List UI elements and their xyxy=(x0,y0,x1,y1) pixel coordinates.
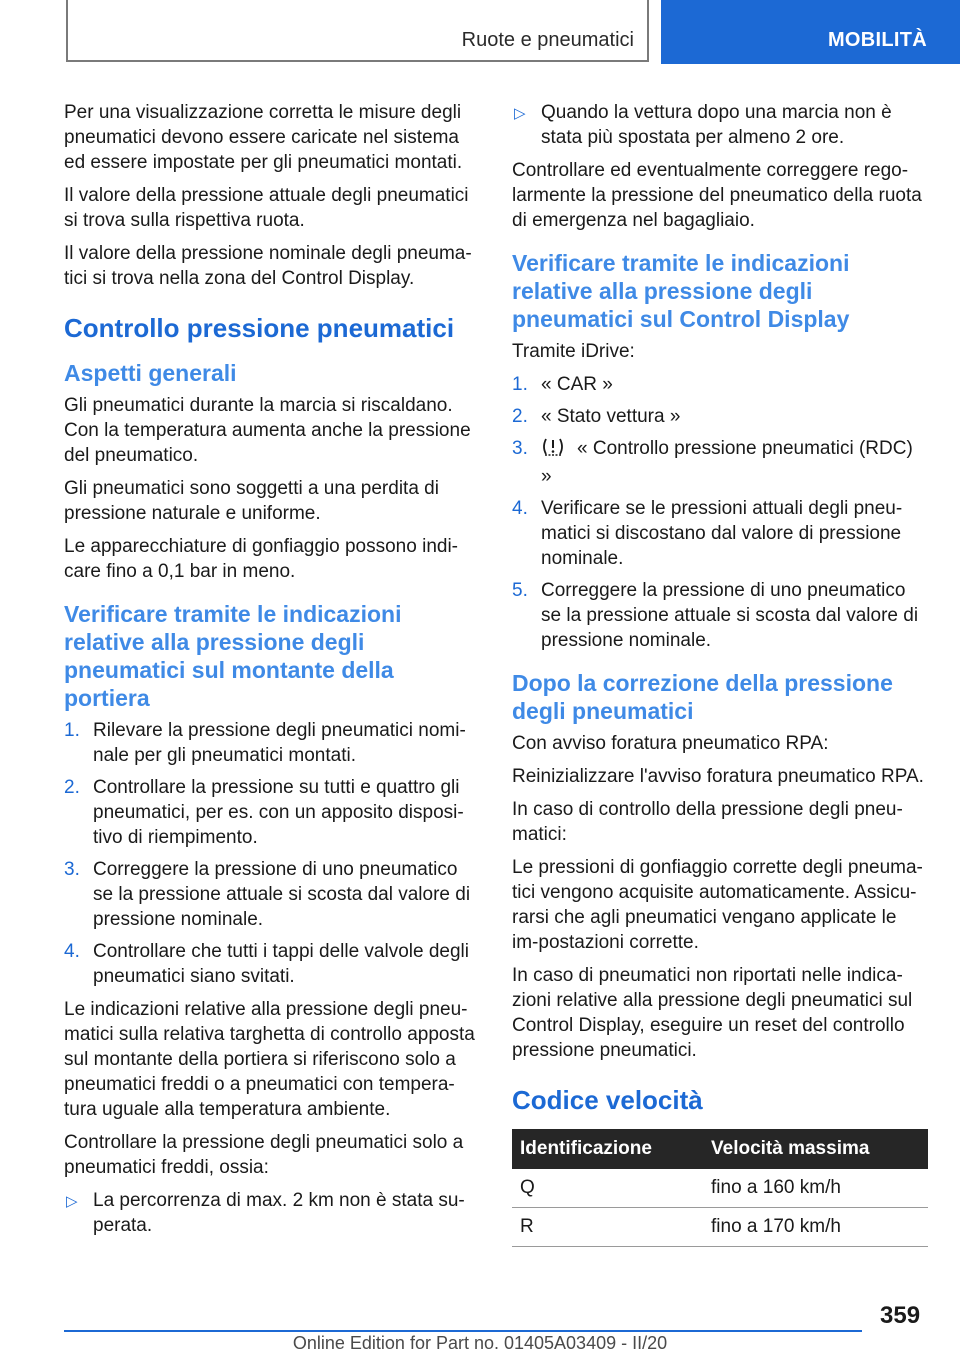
paragraph: Tramite iDrive: xyxy=(512,341,635,362)
paragraph: Reinizializzare l'avviso foratura pneumatico RPA. xyxy=(512,766,924,787)
step-text: « Stato vettura » xyxy=(541,406,681,427)
step-text: Controllare la pressione su tutti e quattro gli pneumatici, per es. con un apposito disposi-tivo di riempimento. xyxy=(93,777,464,848)
footer-edition: Online Edition for Part no. 01405A03409 - II/20 xyxy=(292,1333,668,1353)
paragraph: Le apparecchiature di gonfiaggio possono indi-care fino a 0,1 bar in meno. xyxy=(64,536,458,582)
table-row xyxy=(512,1169,928,1208)
table-cell: R xyxy=(512,1208,703,1247)
chapter-tab xyxy=(661,0,960,64)
bullet-text: La percorrenza di max. 2 km non è stata su-perata. xyxy=(93,1190,465,1236)
step-number: 4. xyxy=(64,941,80,962)
step-text: Correggere la pressione di uno pneumatico se la pressione attuale si scosta dal valore di pressione nominale. xyxy=(93,859,471,930)
list-item xyxy=(512,496,924,571)
paragraph: Le indicazioni relative alla pressione degli pneu-matici sulla relativa targhetta di controllo apposta sul montante della portiera si riferiscono solo a pneumatici freddi o a pneumatici con tempera-tura uguale alla temperatura ambiente. xyxy=(64,999,475,1120)
step-number: 5. xyxy=(512,580,528,601)
page-header xyxy=(0,0,960,66)
table-header-row xyxy=(512,1129,928,1169)
right-column xyxy=(512,100,924,1247)
table-row xyxy=(512,1208,928,1247)
step-number: 4. xyxy=(512,498,528,519)
heading-after-correction: Dopo la correzione della pressione degli pneumatici xyxy=(512,670,893,724)
list-item xyxy=(512,404,924,429)
step-text: Rilevare la pressione degli pneumatici nomi-nale per gli pneumatici montati. xyxy=(93,720,466,766)
paragraph: Gli pneumatici sono soggetti a una perdita di pressione naturale e uniforme. xyxy=(64,478,439,524)
paragraph: Il valore della pressione nominale degli pneuma-tici si trova nella zona del Control Display. xyxy=(64,243,472,289)
step-number: 3. xyxy=(512,438,528,459)
section-tab xyxy=(66,0,649,62)
cold-tire-conditions xyxy=(64,1188,476,1238)
paragraph: Per una visualizzazione corretta le misure degli pneumatici devono essere caricate nel sistema ed essere impostate per gli pneumatici montati. xyxy=(64,102,463,173)
triangle-bullet-icon: ▷ xyxy=(66,1193,78,1210)
column-header: Identificazione xyxy=(512,1129,703,1169)
list-item xyxy=(64,775,476,850)
step-text: Verificare se le pressioni attuali degli pneu-matici si discostano dal valore di pressione nominale. xyxy=(541,498,903,569)
paragraph: Con avviso foratura pneumatico RPA: xyxy=(512,733,829,754)
idrive-steps xyxy=(512,372,924,653)
heading-tire-pressure-control: Controllo pressione pneumatici xyxy=(64,313,455,343)
step-text: Controllare che tutti i tappi delle valvole degli pneumatici siano svitati. xyxy=(93,941,469,987)
heading-speed-code: Codice velocità xyxy=(512,1085,703,1115)
bullet-text: Quando la vettura dopo una marcia non è stata più spostata per almeno 2 ore. xyxy=(541,102,892,148)
list-item xyxy=(512,372,924,397)
paragraph: Controllare ed eventualmente correggere rego-larmente la pressione del pneumatico della ruota di emergenza nel bagagliaio. xyxy=(512,160,922,231)
table-cell: fino a 160 km/h xyxy=(703,1169,928,1208)
paragraph: In caso di pneumatici non riportati nelle indica-zioni relative alla pressione degli pneumatici sul Control Display, eseguire un reset del controllo pressione pneumatici. xyxy=(512,965,913,1061)
paragraph: Le pressioni di gonfiaggio corrette degli pneuma-tici vengono acquisite automaticamente. Assicu-rarsi che agli pneumatici vengano applicate le im-postazioni corrette. xyxy=(512,857,923,953)
left-column xyxy=(64,100,476,1246)
triangle-bullet-icon: ▷ xyxy=(514,105,526,122)
list-item xyxy=(64,718,476,768)
paragraph: Il valore della pressione attuale degli pneumatici si trova sulla rispettiva ruota. xyxy=(64,185,469,231)
footer-divider xyxy=(64,1330,862,1332)
paragraph: Gli pneumatici durante la marcia si riscaldano. Con la temperatura aumenta anche la pressione del pneumatico. xyxy=(64,395,471,466)
step-number: 1. xyxy=(64,720,80,741)
paragraph: Controllare la pressione degli pneumatici solo a pneumatici freddi, ossia: xyxy=(64,1132,464,1178)
section-title: Ruote e pneumatici xyxy=(461,29,634,51)
speed-code-table xyxy=(512,1129,928,1247)
tire-pressure-warning-icon xyxy=(541,437,565,464)
step-number: 2. xyxy=(64,777,80,798)
table-cell: Q xyxy=(512,1169,703,1208)
column-header: Velocità massima xyxy=(703,1129,928,1169)
list-item xyxy=(64,939,476,989)
list-item xyxy=(64,857,476,932)
step-number: 2. xyxy=(512,406,528,427)
step-text: « Controllo pressione pneumatici (RDC) » xyxy=(541,438,913,487)
list-item xyxy=(512,578,924,653)
heading-general-aspects: Aspetti generali xyxy=(64,360,237,386)
step-text: « CAR » xyxy=(541,374,613,395)
step-text: Correggere la pressione di uno pneumatico se la pressione attuale si scosta dal valore di pressione nominale. xyxy=(541,580,919,651)
list-item xyxy=(512,436,924,489)
heading-control-display-check: Verificare tramite le indicazioni relative alla pressione degli pneumatici sul Control Display xyxy=(512,250,850,332)
heading-door-pillar-check: Verificare tramite le indicazioni relative alla pressione degli pneumatici sul montante della portiera xyxy=(64,601,402,711)
page-number: 359 xyxy=(880,1302,921,1329)
list-item xyxy=(64,1188,476,1238)
door-pillar-steps xyxy=(64,718,476,989)
cold-tire-conditions-continued xyxy=(512,100,924,150)
step-number: 3. xyxy=(64,859,80,880)
table-cell: fino a 170 km/h xyxy=(703,1208,928,1247)
list-item xyxy=(512,100,924,150)
chapter-title: MOBILITÀ xyxy=(827,29,927,51)
paragraph: In caso di controllo della pressione degli pneu-matici: xyxy=(512,799,903,845)
step-number: 1. xyxy=(512,374,528,395)
